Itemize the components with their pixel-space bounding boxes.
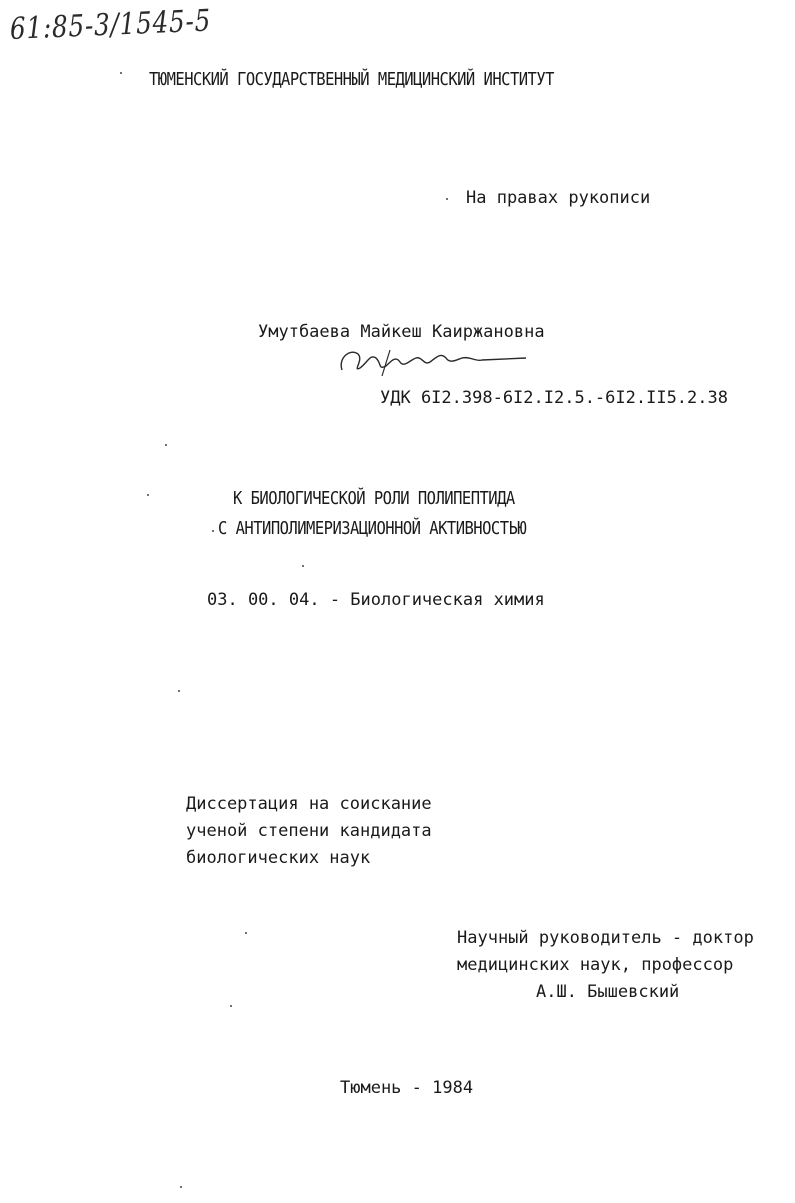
scan-speck	[245, 932, 247, 934]
scan-speck	[302, 565, 304, 567]
supervisor-line-1: Научный руководитель - доктор	[457, 928, 754, 948]
scan-speck	[446, 198, 448, 200]
scan-speck	[147, 494, 149, 496]
scan-speck	[230, 1005, 232, 1007]
author-signature	[330, 340, 530, 380]
author-name: Умутбаева Майкеш Каиржановна	[258, 322, 545, 342]
rights-notice: На правах рукописи	[466, 188, 651, 208]
dissertation-line-1: Диссертация на соискание	[186, 794, 432, 814]
scan-speck	[120, 72, 122, 74]
scan-speck	[212, 530, 214, 532]
institute-name: ТЮМЕНСКИЙ ГОСУДАРСТВЕННЫЙ МЕДИЦИНСКИЙ ИНСТИТУТ	[149, 69, 554, 90]
handwritten-archive-code: 61:85-3/1545-5	[9, 3, 212, 47]
title-line-1: К БИОЛОГИЧЕСКОЙ РОЛИ ПОЛИПЕПТИДА	[233, 488, 515, 509]
specialty-code: 03. 00. 04. - Биологическая химия	[207, 590, 545, 610]
scan-speck	[178, 690, 180, 692]
place-and-year: Тюмень - 1984	[340, 1078, 474, 1098]
supervisor-line-2: медицинских наук, профессор	[457, 955, 734, 975]
title-line-2: С АНТИПОЛИМЕРИЗАЦИОННОЙ АКТИВНОСТЬЮ	[218, 518, 527, 539]
dissertation-line-2: ученой степени кандидата	[186, 821, 432, 841]
scan-speck	[165, 444, 167, 446]
dissertation-line-3: биологических наук	[186, 848, 371, 868]
scan-speck	[180, 1186, 182, 1188]
udk-code: УДК 6I2.398-6I2.I2.5.-6I2.II5.2.38	[380, 388, 728, 408]
supervisor-name: А.Ш. Бышевский	[536, 982, 680, 1002]
